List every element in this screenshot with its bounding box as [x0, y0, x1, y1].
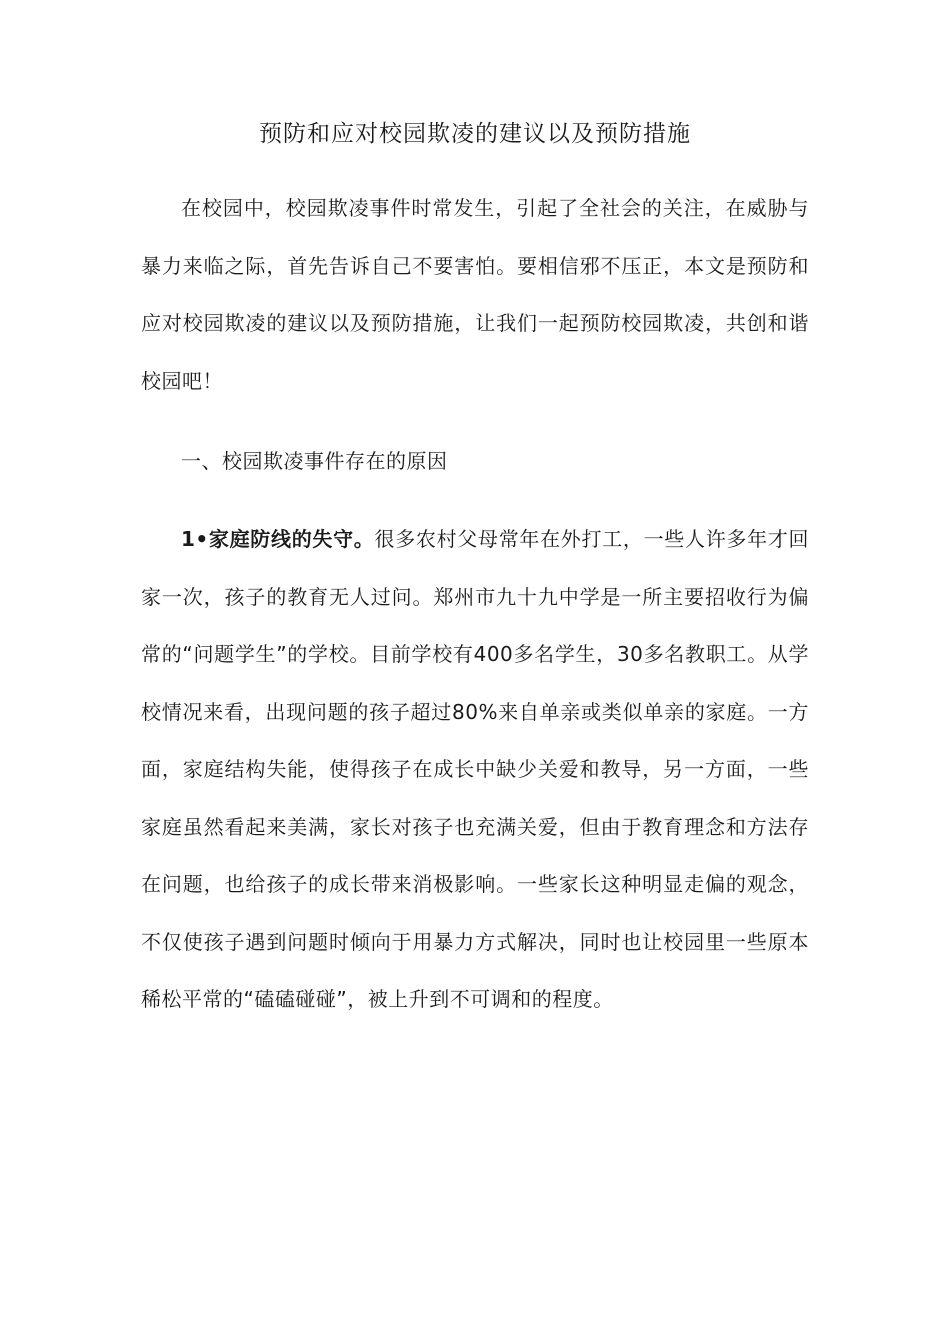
intro-paragraph: 在校园中，校园欺凌事件时常发生，引起了全社会的关注，在威胁与暴力来临之际，首先告诉自己不要害怕。要相信邪不压正，本文是预防和应对校园欺凌的建议以及预防措施，让我们一起预防校园欺凌，共创和谐校园吧！ [141, 196, 809, 393]
point-1-paragraph [141, 511, 809, 1029]
point-1-paragraph-block [141, 511, 809, 1029]
point-1-text: 很多农村父母常年在外打工，一些人许多年才回家一次，孩子的教育无人过问。郑州市九十九中学是一所主要招收行为偏常的“问题学生”的学校。目前学校有400多名学生，30多名教职工。从学校情况来看，出现问题的孩子超过80%来自单亲或类似单亲的家庭。一方面，家庭结构失能，使得孩子在成长中缺少关爱和教导，另一方面，一些家庭虽然看起来美满，家长对孩子也充满关爱，但由于教育理念和方法存在问题，也给孩子的成长带来消极影响。一些家长这种明显走偏的观念，不仅使孩子遇到问题时倾向于用暴力方式解决，同时也让校园里一些原本稀松平常的“磕磕碰碰”，被上升到不可调和的程度。 [141, 527, 809, 1011]
point-1-lead: 1•家庭防线的失守。 [181, 527, 375, 551]
intro-paragraph-block [141, 180, 809, 410]
document-title: 预防和应对校园欺凌的建议以及预防措施 [259, 121, 691, 147]
section-heading-block [141, 433, 809, 491]
section-heading: 一、校园欺凌事件存在的原因 [181, 449, 448, 473]
